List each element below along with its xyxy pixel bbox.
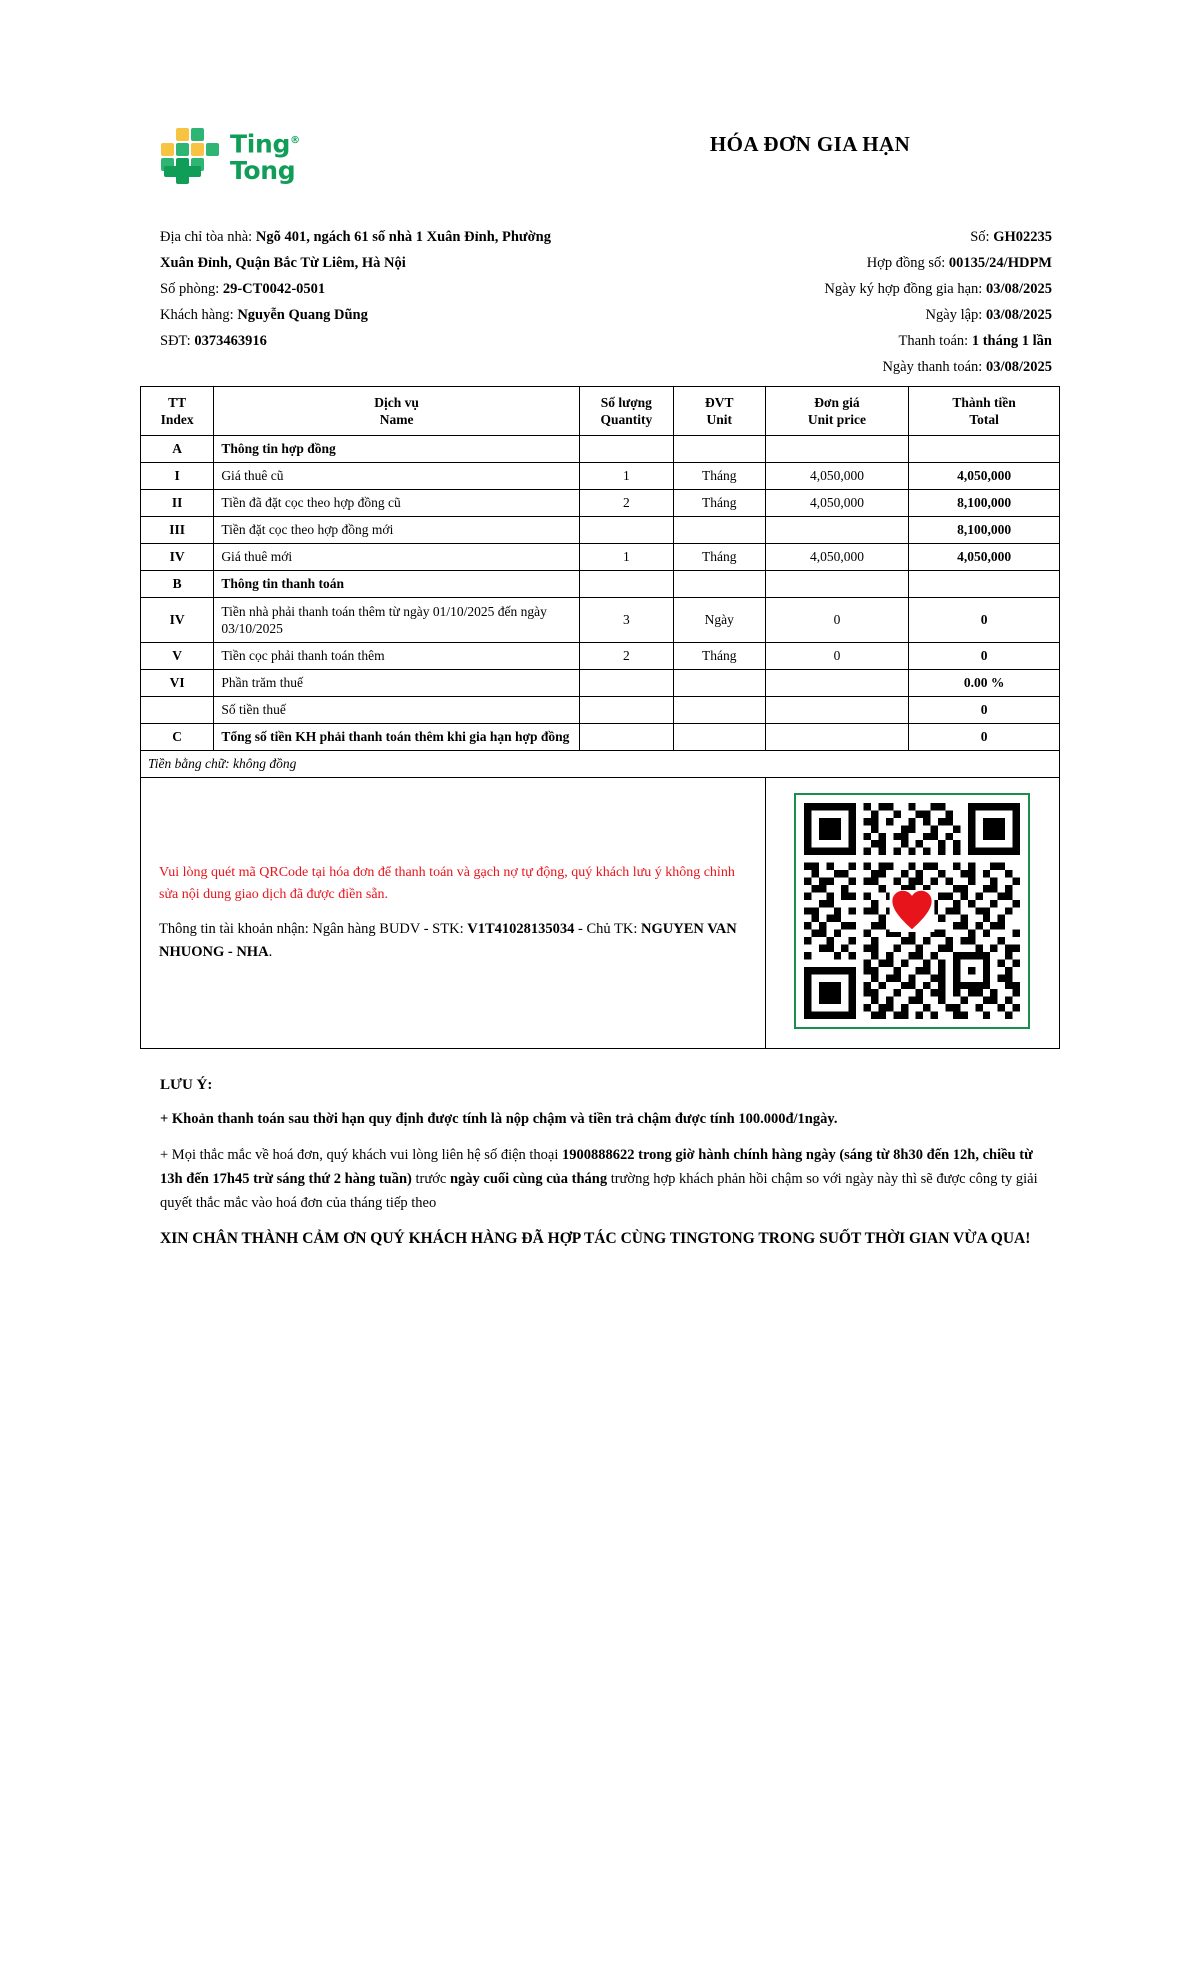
meta-value-room: 29-CT0042-0501 xyxy=(222,281,326,297)
row-name: Tổng số tiền KH phải thanh toán thêm khi gia hạn hợp đồng xyxy=(214,724,580,751)
table-row xyxy=(141,643,1060,670)
meta-label-invoice-number: Số: xyxy=(970,229,990,245)
row-price: 0 xyxy=(765,598,909,643)
invoice-table-body xyxy=(141,436,1060,1049)
row-total: 0.00 % xyxy=(909,670,1060,697)
amount-in-words: Tiền bằng chữ: không đồng xyxy=(141,751,1060,778)
meta-row-invoice-number xyxy=(622,224,1052,250)
table-row xyxy=(141,490,1060,517)
row-price: 4,050,000 xyxy=(765,490,909,517)
meta-right-column xyxy=(622,224,1052,380)
row-price xyxy=(765,670,909,697)
row-price xyxy=(765,517,909,544)
note-deadline: ngày cuối cùng của tháng xyxy=(449,1171,608,1187)
bank-info-suffix: . xyxy=(268,944,273,960)
meta-value-issue-date: 03/08/2025 xyxy=(985,307,1052,323)
note-line-2a: + Mọi thắc mắc về hoá đơn, quý khách vui lòng liên hệ số điện thoại xyxy=(160,1147,563,1163)
bank-info-prefix: Thông tin tài khoản nhận: Ngân hàng BUDV - STK: xyxy=(159,921,464,937)
row-total: 0 xyxy=(909,724,1060,751)
col-header-unit-price-l2: Unit price xyxy=(807,412,866,427)
col-header-index-l1: TT xyxy=(168,395,187,410)
row-unit xyxy=(673,697,765,724)
row-unit: Tháng xyxy=(673,463,765,490)
meta-value-phone: 0373463916 xyxy=(194,333,267,349)
col-header-unit-price xyxy=(765,387,909,436)
row-price xyxy=(765,436,909,463)
table-row xyxy=(141,670,1060,697)
row-total: 4,050,000 xyxy=(909,463,1060,490)
meta-value-invoice-number: GH02235 xyxy=(993,229,1052,245)
row-qty xyxy=(579,571,673,598)
brand-name xyxy=(230,128,300,183)
table-header-row xyxy=(141,387,1060,436)
meta-row-payment-date xyxy=(622,354,1052,380)
meta-value-customer: Nguyễn Quang Dũng xyxy=(237,307,368,323)
payment-qr-row xyxy=(141,778,1060,1049)
meta-row-address2 xyxy=(160,250,630,276)
note-line-2c: trước xyxy=(411,1171,450,1187)
notes-title: LƯU Ý: xyxy=(160,1077,213,1093)
row-total: 4,050,000 xyxy=(909,544,1060,571)
col-header-quantity-l2: Quantity xyxy=(600,412,653,427)
meta-value-address1: Ngõ 401, ngách 61 số nhà 1 Xuân Đỉnh, Phường xyxy=(255,229,551,245)
row-name: Tiền nhà phải thanh toán thêm từ ngày 01/10/2025 đến ngày 03/10/2025 xyxy=(214,598,580,643)
bank-account-owner: NGUYEN VAN NHUONG - NHA xyxy=(159,921,737,960)
col-header-index xyxy=(141,387,214,436)
tingtong-logo-icon xyxy=(160,128,220,184)
meta-label-payment-date: Ngày thanh toán: xyxy=(882,359,983,375)
note-line-1: + Khoản thanh toán sau thời hạn quy định được tính là nộp chậm và tiền trả chậm được tính 100.000đ/1ngày. xyxy=(160,1111,838,1127)
col-header-unit-l2: Unit xyxy=(706,412,732,427)
brand-registered-mark: ® xyxy=(290,135,300,147)
invoice-meta xyxy=(140,224,1060,375)
col-header-total-l1: Thành tiền xyxy=(952,395,1016,410)
row-qty: 2 xyxy=(579,490,673,517)
qr-code-cell xyxy=(765,778,1059,1049)
meta-row-room xyxy=(160,276,630,302)
row-unit: Ngày xyxy=(673,598,765,643)
row-price xyxy=(765,724,909,751)
meta-row-renewal-date xyxy=(622,276,1052,302)
row-price xyxy=(765,697,909,724)
note-line-2 xyxy=(160,1143,1040,1215)
row-name: Số tiền thuế xyxy=(214,697,580,724)
row-total xyxy=(909,571,1060,598)
page-title: HÓA ĐƠN GIA HẠN xyxy=(709,132,911,156)
row-index: III xyxy=(141,517,214,544)
meta-value-address2: Xuân Đỉnh, Quận Bắc Từ Liêm, Hà Nội xyxy=(160,255,406,271)
row-name: Giá thuê mới xyxy=(214,544,580,571)
bank-account-number: V1T41028135034 xyxy=(467,921,575,937)
row-index: B xyxy=(141,571,214,598)
meta-label-room: Số phòng: xyxy=(160,281,220,297)
table-row xyxy=(141,697,1060,724)
meta-left-column xyxy=(160,224,630,354)
meta-row-payment-term xyxy=(622,328,1052,354)
thanks-message: XIN CHÂN THÀNH CẢM ƠN QUÝ KHÁCH HÀNG ĐÃ HỢP TÁC CÙNG TINGTONG TRONG SUỐT THỜI GIAN VỪA QUA! xyxy=(160,1230,1031,1247)
payment-warning-text: Vui lòng quét mã QRCode tại hóa đơn để thanh toán và gạch nợ tự động, quý khách lưu ý không chỉnh sửa nội dung giao dịch đã được điền sẵn. xyxy=(159,865,735,902)
col-header-name-l1: Dịch vụ xyxy=(374,395,419,410)
meta-value-contract-number: 00135/24/HDPM xyxy=(948,255,1052,271)
meta-row-address1 xyxy=(160,224,630,250)
qr-code-frame xyxy=(794,793,1030,1029)
row-unit: Tháng xyxy=(673,490,765,517)
row-price: 4,050,000 xyxy=(765,463,909,490)
notes-section xyxy=(160,1073,1040,1251)
row-total: 0 xyxy=(909,697,1060,724)
bank-info xyxy=(159,918,747,964)
row-unit xyxy=(673,571,765,598)
meta-label-payment-term: Thanh toán: xyxy=(898,333,969,349)
col-header-total xyxy=(909,387,1060,436)
row-total: 0 xyxy=(909,643,1060,670)
brand-name-line1: Ting xyxy=(230,129,291,159)
meta-label-renewal-date: Ngày ký hợp đồng gia hạn: xyxy=(824,281,983,297)
table-row xyxy=(141,463,1060,490)
table-row xyxy=(141,517,1060,544)
row-index: IV xyxy=(141,544,214,571)
invoice-content xyxy=(140,0,1060,1251)
row-price: 4,050,000 xyxy=(765,544,909,571)
row-total: 0 xyxy=(909,598,1060,643)
meta-label-customer: Khách hàng: xyxy=(160,307,234,323)
row-qty xyxy=(579,436,673,463)
row-name: Thông tin hợp đồng xyxy=(214,436,580,463)
row-total: 8,100,000 xyxy=(909,490,1060,517)
table-row xyxy=(141,571,1060,598)
meta-label-issue-date: Ngày lập: xyxy=(925,307,983,323)
row-index xyxy=(141,697,214,724)
note-hotline: 1900888622 trong giờ hành chính hàng ngày (sáng từ 8h30 đến 12h, chiều từ 13h đến 17h45 trừ sáng thứ 2 hàng tuần) xyxy=(160,1147,1033,1187)
row-price: 0 xyxy=(765,643,909,670)
col-header-quantity xyxy=(579,387,673,436)
row-name: Tiền cọc phải thanh toán thêm xyxy=(214,643,580,670)
meta-value-payment-term: 1 tháng 1 lần xyxy=(971,333,1052,349)
row-name: Tiền đã đặt cọc theo hợp đồng cũ xyxy=(214,490,580,517)
amount-in-words-row xyxy=(141,751,1060,778)
invoice-table-head xyxy=(141,387,1060,436)
col-header-name-l2: Name xyxy=(379,412,414,427)
row-unit xyxy=(673,670,765,697)
brand-logo xyxy=(160,128,300,184)
row-qty: 1 xyxy=(579,544,673,571)
col-header-total-l2: Total xyxy=(969,412,999,427)
row-qty xyxy=(579,517,673,544)
row-index: II xyxy=(141,490,214,517)
table-row xyxy=(141,598,1060,643)
row-index: I xyxy=(141,463,214,490)
meta-value-payment-date: 03/08/2025 xyxy=(985,359,1052,375)
row-qty xyxy=(579,670,673,697)
col-header-unit xyxy=(673,387,765,436)
row-name: Tiền đặt cọc theo hợp đồng mới xyxy=(214,517,580,544)
row-qty: 3 xyxy=(579,598,673,643)
table-row xyxy=(141,724,1060,751)
table-row xyxy=(141,544,1060,571)
row-name: Thông tin thanh toán xyxy=(214,571,580,598)
col-header-unit-price-l1: Đơn giá xyxy=(814,395,860,410)
meta-value-renewal-date: 03/08/2025 xyxy=(985,281,1052,297)
bank-info-mid: - Chủ TK: xyxy=(578,921,638,937)
meta-row-contract-number xyxy=(622,250,1052,276)
col-header-name xyxy=(214,387,580,436)
row-total: 8,100,000 xyxy=(909,517,1060,544)
table-row xyxy=(141,436,1060,463)
row-index: A xyxy=(141,436,214,463)
invoice-header xyxy=(140,120,1060,210)
row-index: VI xyxy=(141,670,214,697)
row-unit xyxy=(673,517,765,544)
row-index: C xyxy=(141,724,214,751)
row-price xyxy=(765,571,909,598)
invoice-table xyxy=(140,386,1060,1049)
row-index: V xyxy=(141,643,214,670)
row-unit: Tháng xyxy=(673,544,765,571)
row-index: IV xyxy=(141,598,214,643)
brand-name-line2: Tong xyxy=(230,155,296,185)
row-qty: 1 xyxy=(579,463,673,490)
note-line-2e: trường hợp khách phản hồi chậm so với ngày này thì sẽ được công ty giải quyết thắc mắc vào hoá đơn của tháng tiếp theo xyxy=(160,1171,1038,1211)
meta-label-contract-number: Hợp đồng số: xyxy=(866,255,946,271)
row-unit: Tháng xyxy=(673,643,765,670)
col-header-unit-l1: ĐVT xyxy=(704,395,734,410)
payment-info-cell xyxy=(141,778,766,1049)
row-qty xyxy=(579,697,673,724)
meta-label-address: Địa chỉ tòa nhà: xyxy=(160,229,253,245)
row-qty xyxy=(579,724,673,751)
col-header-quantity-l1: Số lượng xyxy=(600,395,652,410)
row-qty: 2 xyxy=(579,643,673,670)
col-header-index-l2: Index xyxy=(160,412,194,427)
row-name: Phần trăm thuế xyxy=(214,670,580,697)
meta-label-phone: SĐT: xyxy=(160,333,191,349)
row-unit xyxy=(673,436,765,463)
heart-icon xyxy=(889,890,935,932)
meta-row-issue-date xyxy=(622,302,1052,328)
row-total xyxy=(909,436,1060,463)
meta-row-phone xyxy=(160,328,630,354)
row-name: Giá thuê cũ xyxy=(214,463,580,490)
row-unit xyxy=(673,724,765,751)
meta-row-customer xyxy=(160,302,630,328)
